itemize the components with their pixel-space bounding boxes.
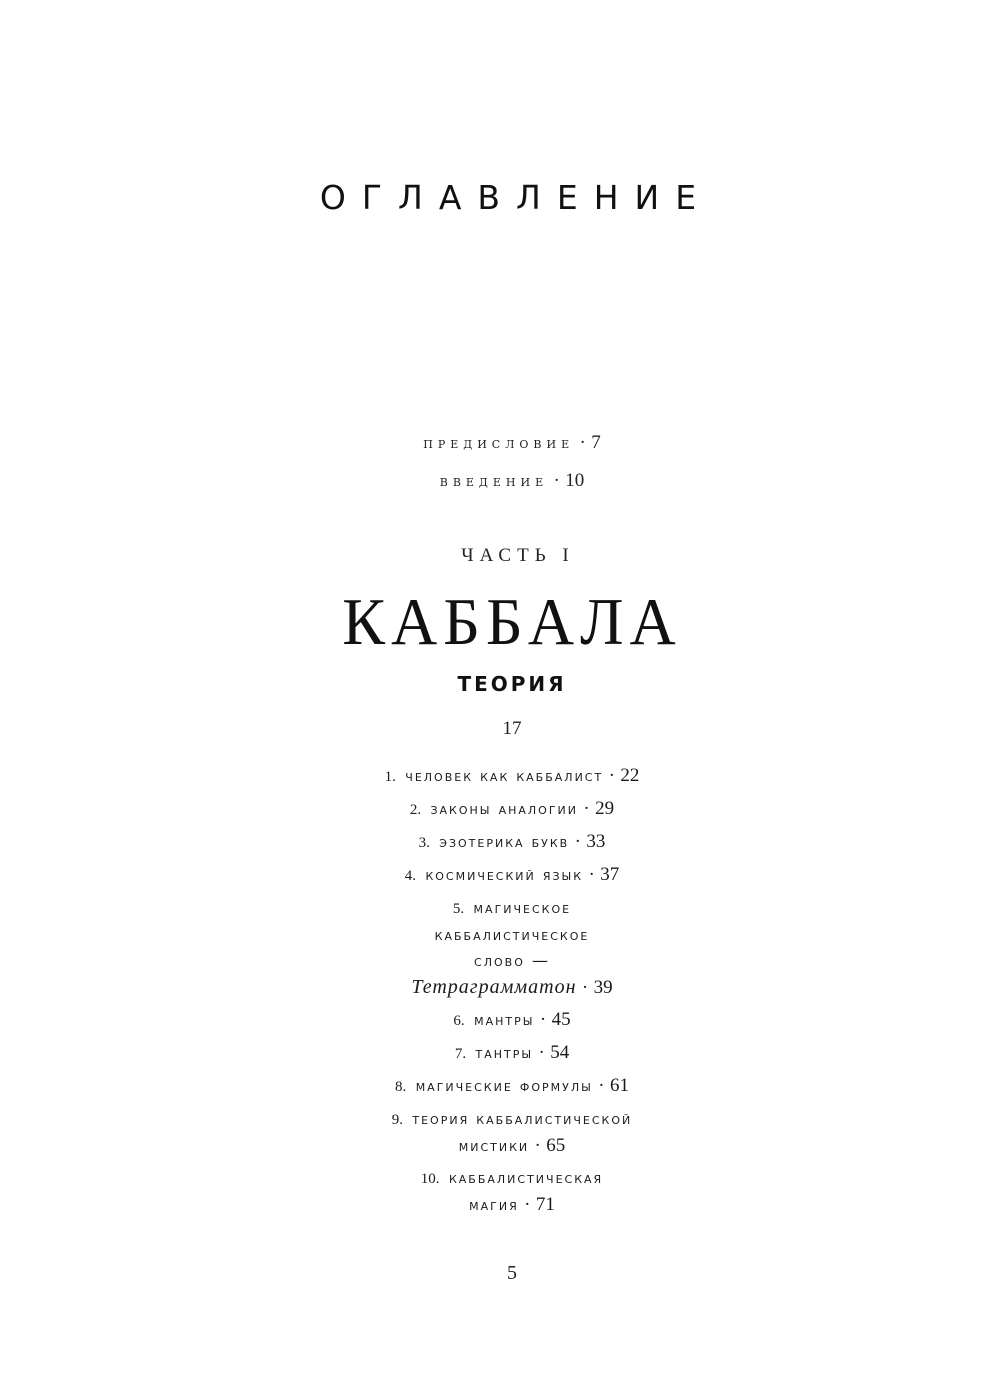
chapter-entry[interactable] — [12, 829, 1000, 856]
chapter-page: 37 — [600, 864, 620, 885]
chapter-title-line: каббалистическая — [448, 1168, 604, 1187]
chapter-separator: · — [583, 798, 590, 819]
chapter-page: 71 — [535, 1194, 555, 1215]
entry-label: предисловие — [423, 433, 575, 452]
part-label: ЧАСТЬ I — [461, 545, 575, 566]
chapter-entry[interactable] — [12, 895, 1000, 1001]
chapter-entry[interactable] — [12, 862, 1000, 889]
page-number: 5 — [507, 1262, 517, 1284]
chapter-page: 65 — [546, 1135, 566, 1156]
chapter-title: космический язык — [425, 865, 584, 884]
chapter-page: 33 — [586, 831, 606, 852]
chapter-title: человек как каббалист — [405, 766, 604, 785]
chapter-page: 29 — [595, 798, 615, 819]
chapter-title-line: мистики — [458, 1136, 530, 1155]
chapter-separator: · — [524, 1194, 531, 1215]
chapter-separator: · — [534, 1135, 541, 1156]
chapter-entry[interactable] — [12, 763, 1000, 790]
chapter-number: 2. — [409, 802, 422, 818]
front-matter-entry[interactable] — [12, 470, 1000, 492]
chapter-number: 1. — [384, 769, 396, 785]
chapter-title: эзотерика букв — [439, 832, 570, 851]
chapter-separator: · — [574, 831, 581, 852]
entry-separator: · — [579, 432, 586, 453]
chapter-number: 7. — [454, 1046, 467, 1062]
chapter-title: магические формулы — [415, 1076, 593, 1095]
chapter-separator: · — [588, 864, 595, 885]
chapter-title-italic: Тетраграмматон — [411, 976, 577, 998]
chapter-page: 22 — [620, 765, 640, 786]
chapter-entry[interactable] — [12, 1007, 1000, 1034]
chapter-number: 3. — [418, 835, 430, 851]
entry-page: 10 — [565, 470, 585, 491]
chapter-title: тантры — [475, 1043, 534, 1062]
page-title: ОГЛАВЛЕНИЕ — [319, 178, 713, 217]
chapter-separator: · — [539, 1009, 547, 1030]
chapter-title-line: теория каббалистической — [412, 1109, 633, 1128]
chapter-page: 45 — [551, 1009, 571, 1030]
chapter-number: 4. — [404, 868, 417, 884]
chapter-entry[interactable] — [12, 1040, 1000, 1067]
chapter-number: 6. — [453, 1013, 465, 1029]
part-title: КАББАЛА — [342, 584, 682, 659]
entry-label: введение — [439, 471, 549, 490]
chapter-separator: · — [538, 1042, 545, 1063]
chapter-number: 8. — [395, 1079, 407, 1095]
chapter-page: 54 — [550, 1042, 570, 1063]
chapter-title: законы аналогии — [430, 799, 579, 818]
chapter-number: 10. — [420, 1171, 440, 1187]
chapter-title-line: магическое — [473, 898, 572, 917]
chapter-page: 61 — [609, 1075, 629, 1096]
chapter-title: мантры — [474, 1010, 535, 1029]
chapter-number: 5. — [452, 901, 465, 917]
chapter-title-line: слово — — [474, 951, 550, 970]
entry-separator: · — [553, 470, 560, 491]
chapter-number: 9. — [391, 1112, 403, 1128]
part-page-number: 17 — [502, 718, 522, 739]
chapter-entry[interactable] — [12, 1073, 1000, 1100]
chapter-entry[interactable] — [12, 1106, 1000, 1159]
chapter-separator: · — [598, 1075, 605, 1096]
front-matter-entry[interactable] — [12, 432, 1000, 454]
chapter-separator: · — [581, 977, 589, 998]
chapter-title-line: каббалистическое — [434, 925, 590, 944]
chapter-page: 39 — [593, 977, 613, 998]
chapter-title-line: магия — [469, 1195, 519, 1214]
chapter-entry[interactable] — [12, 796, 1000, 823]
part-subtitle: ТЕОРИЯ — [457, 672, 567, 696]
entry-page: 7 — [591, 432, 601, 453]
chapter-list — [0, 763, 1000, 1218]
chapter-entry[interactable] — [12, 1165, 1000, 1218]
chapter-separator: · — [608, 765, 615, 786]
